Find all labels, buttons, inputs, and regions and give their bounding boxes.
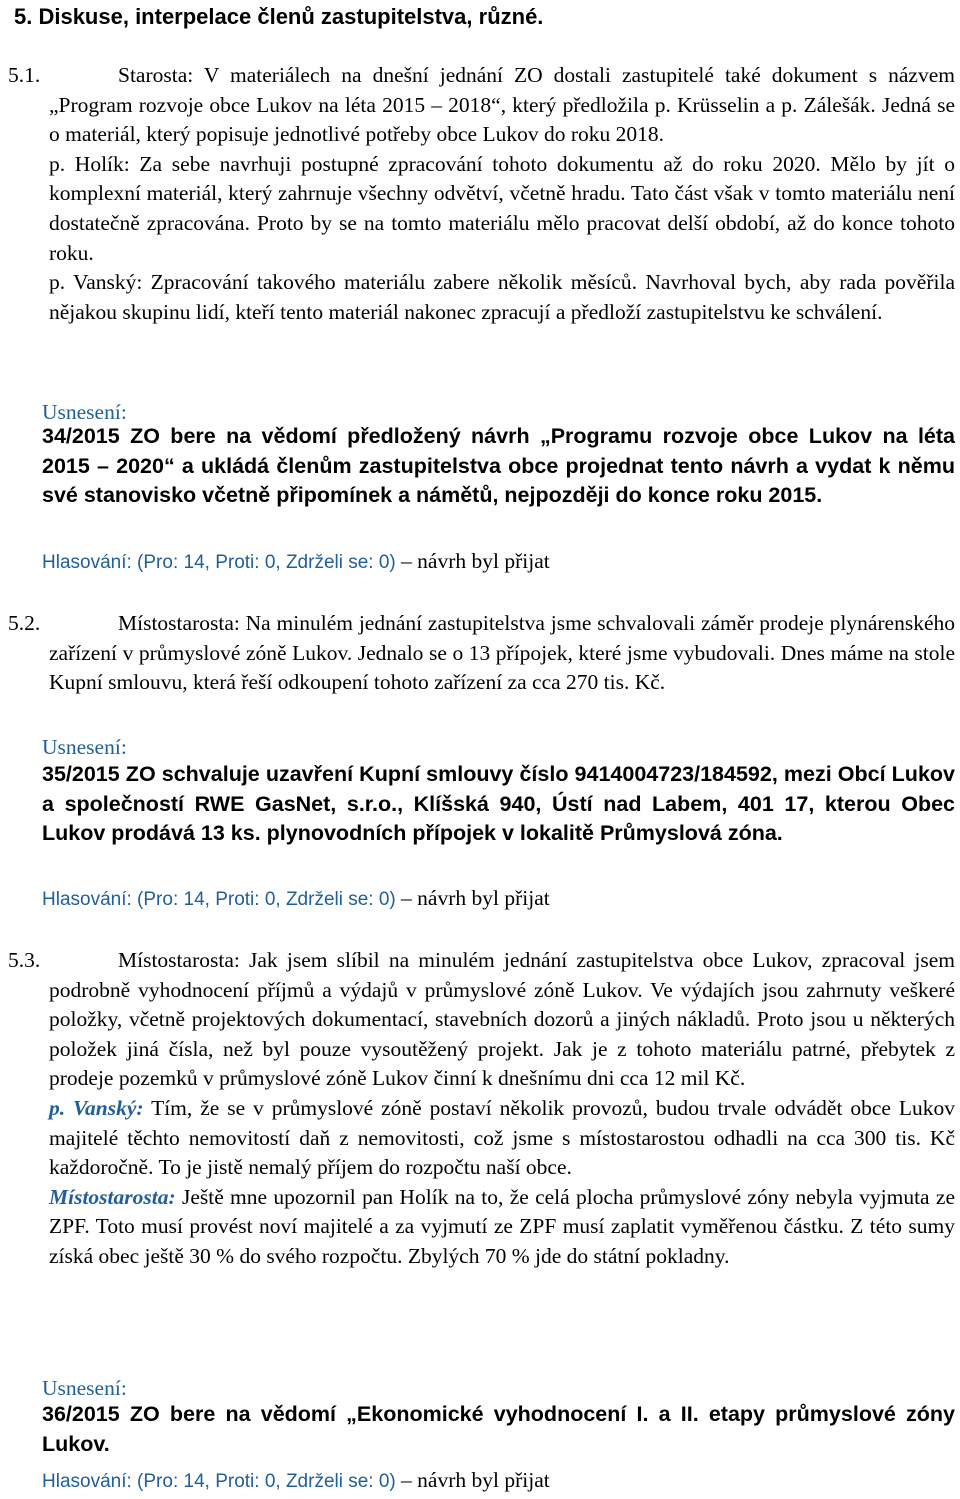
item-paragraph: Místostarosta: Jak jsem slíbil na minulém jednání zastupitelstva obce Lukov, zpracoval jsem podrobně vyhodnocení příjmů a výdajů v průmyslové zóně Lukov. Ve výdajích jsou zahrnuty veškeré položky, včetně projektových dokumentací, stavebních dozorů a jiných nákladů. Proto jsou u některých položek jiná čísla, než byl pouze vysoutěžený projekt. Jak je z tohoto materiálu patrné, přebytek z prodeje pozemků v průmyslové zóně Lukov činní k dnešnímu dni cca 12 mil Kč. xyxy=(49,948,955,1091)
item-paragraph xyxy=(49,1183,955,1272)
vote-label: Hlasování: (Pro: 14, Proti: 0, Zdrželi se: 0) xyxy=(42,889,396,910)
vote-result: – návrh byl přijat xyxy=(401,1468,550,1492)
vote-result: – návrh byl přijat xyxy=(401,886,550,910)
item-number: 5.2. xyxy=(8,611,41,635)
section-heading: 5. Diskuse, interpelace členů zastupitelstva, různé. xyxy=(14,4,544,29)
item-5-1-text-block xyxy=(49,61,955,327)
speaker-name: Místostarosta: xyxy=(49,1184,176,1209)
vote-label: Hlasování: (Pro: 14, Proti: 0, Zdrželi se: 0) xyxy=(42,1471,396,1492)
item-5-2-text-block xyxy=(49,609,955,698)
item-paragraph: Starosta: V materiálech na dnešní jednání ZO dostali zastupitelé také dokument s názvem „Program rozvoje obce Lukov na léta 2015 – 2018“, který předložila p. Krüsselin a p. Zálešák. Jedná se o materiál, který popisuje jednotlivé potřeby obce Lukov do roku 2018. xyxy=(49,63,955,147)
resolution-label: Usnesení: xyxy=(42,400,127,424)
resolution-label: Usnesení: xyxy=(42,735,127,759)
resolution-text: 36/2015 ZO bere na vědomí „Ekonomické vyhodnocení I. a II. etapy průmyslové zóny Lukov. xyxy=(42,1402,955,1456)
item-paragraph xyxy=(49,1094,955,1183)
item-paragraph: p. Holík: Za sebe navrhuji postupné zpracování tohoto dokumentu až do roku 2020. Mělo by jít o komplexní materiál, který zahrnuje všechny odvětví, včetně hradu. Tato část však v tomto materiálu není dostatečně zpracována. Proto by se na tomto materiálu mělo pracovat delší období, až do konce tohoto roku. xyxy=(49,151,955,265)
resolution-text: 35/2015 ZO schvaluje uzavření Kupní smlouvy číslo 9414004723/184592, mezi Obcí Lukov a společností RWE GasNet, s.r.o., Klíšská 940, Ústí nad Labem, 401 17, kterou Obec Lukov prodává 13 ks. plynovodních přípojek v lokalitě Průmyslová zóna. xyxy=(42,762,955,845)
vote-line xyxy=(42,547,550,577)
speaker-text: Ještě mne upozornil pan Holík na to, že celá plocha průmyslové zóny nebyla vyjmuta ze ZPF. Toto musí provést noví majitelé a za vyjmutí ze ZPF musí zaplatit vyměřenou částku. Z této sumy získá obec ještě 30 % do svého rozpočtu. Zbylých 70 % jde do státní pokladny. xyxy=(49,1184,955,1268)
resolution-label: Usnesení: xyxy=(42,1376,127,1400)
item-5-3-text-block xyxy=(49,946,955,1272)
item-paragraph: Místostarosta: Na minulém jednání zastupitelstva jsme schvalovali záměr prodeje plynárenského zařízení v průmyslové zóně Lukov. Jednalo se o 13 přípojek, které jsme vybudovali. Dnes máme na stole Kupní smlouvu, která řeší odkoupení tohoto zařízení za cca 270 tis. Kč. xyxy=(49,611,955,695)
item-number: 5.3. xyxy=(8,948,41,972)
item-paragraph: p. Vanský: Zpracování takového materiálu zabere několik měsíců. Navrhoval bych, aby rada pověřila nějakou skupinu lidí, kteří tento materiál nakonec zpracují a předloží zastupitelstvu ke schválení. xyxy=(49,270,955,324)
speaker-name: p. Vanský: xyxy=(49,1095,144,1120)
vote-line xyxy=(42,884,550,914)
vote-result: – návrh byl přijat xyxy=(401,549,550,573)
resolution-text: 34/2015 ZO bere na vědomí předložený návrh „Programu rozvoje obce Lukov na léta 2015 – 2020“ a ukládá členům zastupitelstva obce projednat tento návrh a vydat k němu své stanovisko včetně připomínek a námětů, nejpozději do konce roku 2015. xyxy=(42,424,955,507)
speaker-text: Tím, že se v průmyslové zóně postaví několik provozů, budou trvale odvádět obce Lukov majitelé těchto nemovitostí daň z nemovitosti, což jsme s místostarostou odhadli na cca 300 tis. Kč každoročně. To je jistě nemalý příjem do rozpočtu naší obce. xyxy=(49,1095,955,1180)
item-number: 5.1. xyxy=(8,63,41,87)
vote-label: Hlasování: (Pro: 14, Proti: 0, Zdrželi se: 0) xyxy=(42,552,396,573)
vote-line xyxy=(42,1466,550,1496)
